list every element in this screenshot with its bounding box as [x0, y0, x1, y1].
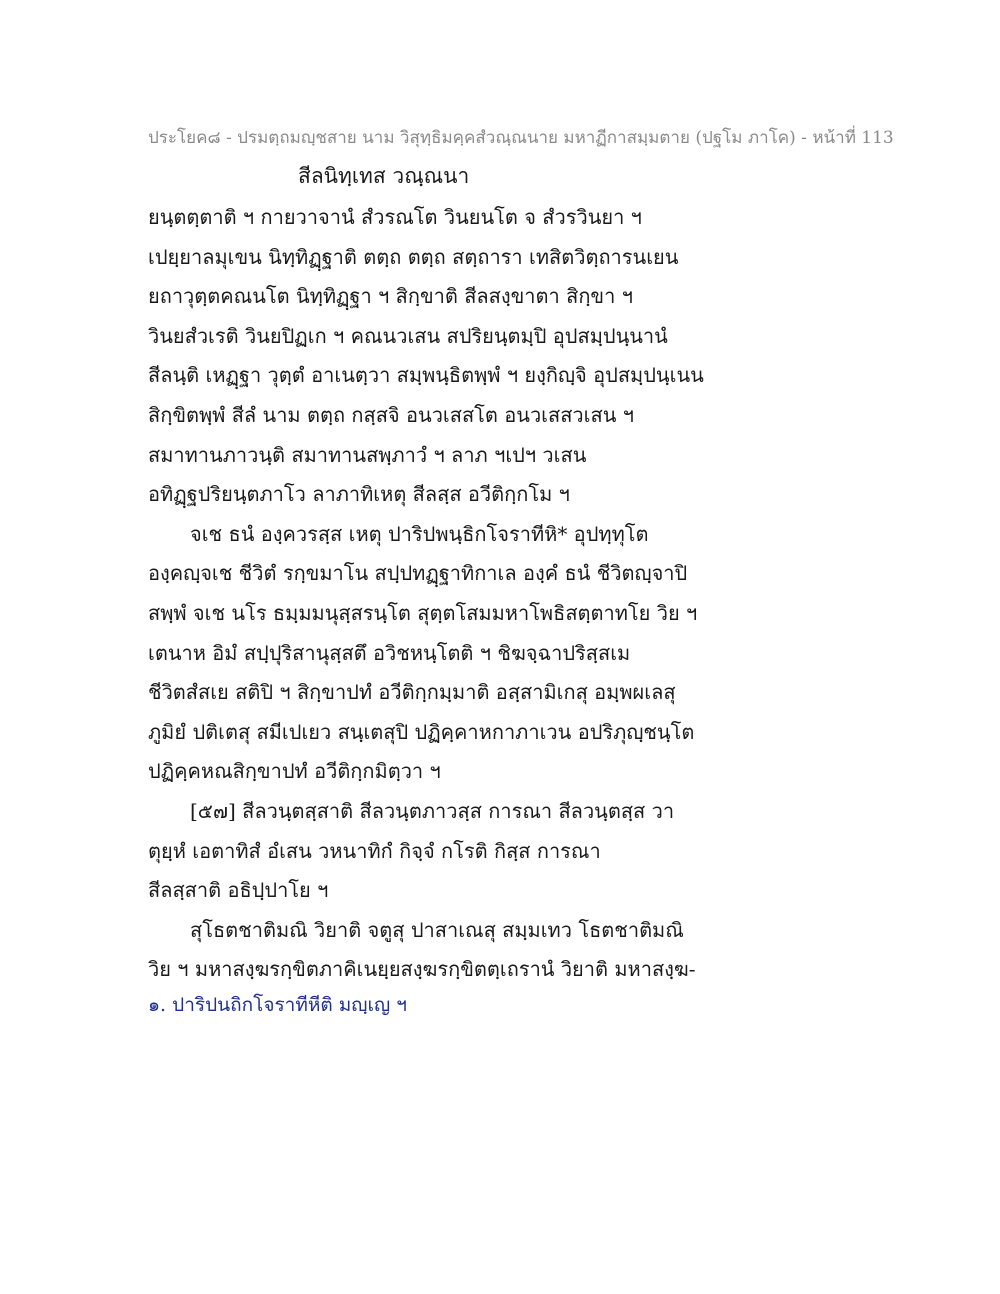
text-line: เตนาห อิมํ สปฺปุริสานุสฺสตึ อวิชหนฺโตติ ฯ ชิฆจฺฉาปริสฺสเม: [148, 640, 631, 665]
text-line: สีลสฺสาติ อธิปฺปาโย ฯ: [148, 878, 329, 903]
text-line: วินยสํวเรติ วินยปิฏเก ฯ คณนวเสน สปริยนฺตมฺปิ อุปสมฺปนฺนานํ: [148, 323, 668, 348]
running-header: ประโยค๘ - ปรมตฺถมญฺชสาย นาม วิสุทฺธิมคฺคสํวณฺณนาย มหาฏีกาสมฺมตาย (ปฐโม ภาโค) - หน้าที่ 113: [148, 128, 894, 148]
section-title: สีลนิทฺเทส วณฺณนา: [298, 164, 470, 188]
text-line-indented: สุโธตชาติมณิ วิยาติ จตูสุ ปาสาเณสุ สมฺมเทว โธตชาติมณิ: [190, 917, 684, 942]
text-line: เปยฺยาลมุเขน นิทฺทิฏฺฐาติ ตตฺถ ตตฺถ สตฺถารา เทสิตวิตฺถารนเยน: [148, 244, 679, 269]
text-line: ภูมิยํ ปติเตสุ สมีเปเยว สนฺเตสุปิ ปฏิคฺคาหกาภาเวน อปริภุญฺชนฺโต: [148, 719, 695, 744]
text-line: ยนฺตตฺตาติ ฯ กายวาจานํ สํวรณโต วินยนโต จ สํวรวินยา ฯ: [148, 205, 642, 229]
text-line: ตุยฺหํ เอตาทิสํ อํเสน วหนาทิกํ กิจฺจํ กโรติ กิสฺส การณา: [148, 838, 601, 863]
text-line-indented: [๕๗] สีลวนฺตสฺสาติ สีลวนฺตภาวสฺส การณา สีลวนฺตสฺส วา: [190, 798, 675, 823]
text-line-indented: จเช ธนํ องฺควรสฺส เหตุ ปาริปพนฺธิกโจราทีหิ* อุปทฺทุโต: [190, 521, 649, 546]
text-line: สพฺพํ จเช นโร ธมฺมมนุสฺสรนฺโต สุตฺตโสมมหาโพธิสตฺตาทโย วิย ฯ: [148, 600, 698, 625]
text-line: อทิฏฺฐปริยนฺตภาโว ลาภาทิเหตุ สีลสฺส อวีติกฺกโม ฯ: [148, 482, 570, 507]
text-line: สมาทานภาวนฺติ สมาทานสพฺภาวํ ฯ ลาภ ฯเปฯ วเสน: [148, 442, 587, 467]
text-line: วิย ฯ มหาสงฺฆรกฺขิตภาคิเนยฺยสงฺฆรกฺขิตตฺเถรานํ วิยาติ มหาสงฺฆ-: [148, 957, 696, 982]
footnote: ๑. ปาริปนถิกโจราทีหีติ มญฺเญ ฯ: [148, 994, 407, 1016]
body-text: [148, 198, 708, 990]
text-line: สีลนฺติ เหฏฺฐา วุตฺตํ อาเนตฺวา สมฺพนฺธิตพฺพํ ฯ ยงฺกิญฺจิ อุปสมฺปนฺเนน: [148, 363, 704, 388]
text-line: สิกฺขิตพฺพํ สีลํ นาม ตตฺถ กสฺสจิ อนวเสสโต อนวเสสวเสน ฯ: [148, 402, 634, 427]
text-line: องฺคญฺจเช ชีวิตํ รกฺขมาโน สปฺปทฏฺฐาทิกาเล องฺคํ ธนํ ชีวิตญฺจาปิ: [148, 561, 688, 586]
text-line: ปฏิคฺคหณสิกฺขาปทํ อวีติกฺกมิตฺวา ฯ: [148, 759, 441, 784]
text-line: ยถาวุตฺตคณนโต นิทฺทิฏฺฐา ฯ สิกฺขาติ สีลสงฺขาตา สิกฺขา ฯ: [148, 284, 633, 309]
text-line: ชีวิตสํสเย สติปิ ฯ สิกฺขาปทํ อวีติกฺกมฺมาติ อสฺสามิเกสุ อมฺพผเลสุ: [148, 680, 676, 705]
